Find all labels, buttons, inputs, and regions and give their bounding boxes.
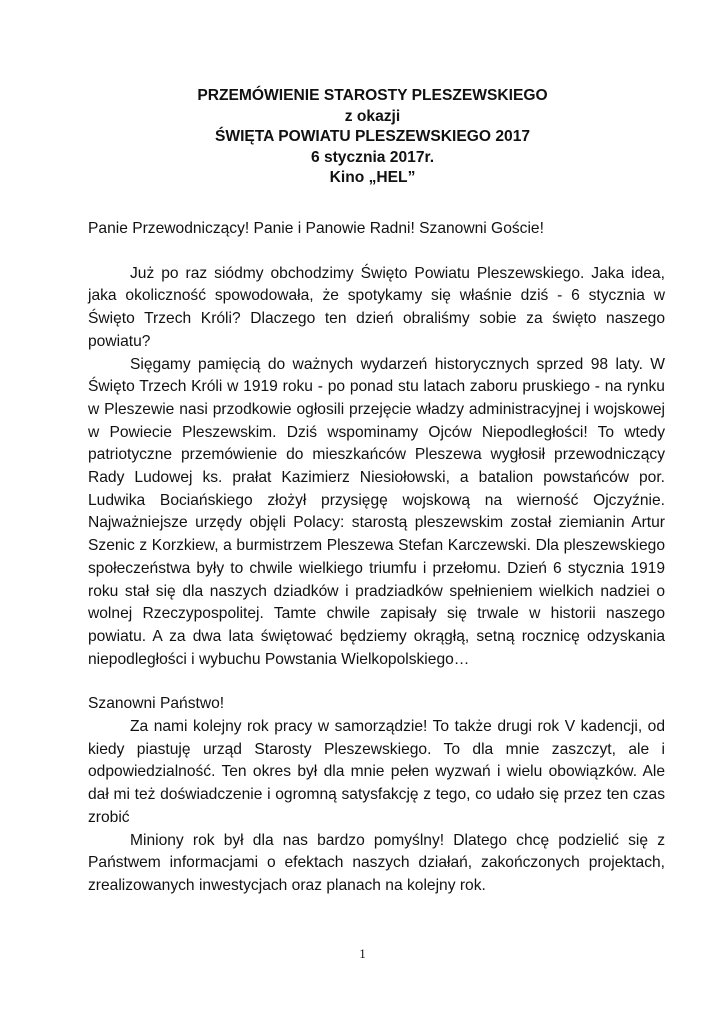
paragraph-history: Sięgamy pamięcią do ważnych wydarzeń historycznych sprzed 98 laty. W Święto Trzech Króli w 1919 roku - po ponad stu latach zaboru pruskiego - na rynku w Pleszewie nasi przodkowie ogłosili przejęcie władzy administracyjnej i wojskowej w Powiecie Pleszewskim. Dziś wspominamy Ojców Niepodległości! To wtedy patriotyczne przemówienie do mieszkańców Pleszewa wygłosił przewodniczący Rady Ludowej ks. prałat Kazimierz Niesiołowski, a batalion powstańców por. Ludwika Bociańskiego złożył przysięgę wojskową na wierność Ojczyźnie. Najważniejsze urzędy objęli Polacy: starostą pleszewskim został ziemianin Artur Szenic z Korzkiew, a burmistrzem Pleszewa Stefan Karczewski. Dla pleszewskiego społeczeństwa były to chwile wielkiego triumfu i przełomu. Dzień 6 stycznia 1919 roku stał się dla naszych dziadków i pradziadków spełnieniem wielkich nadziei o wolnej Rzeczypospolitej. Tamte chwile zapisały się trwale w historii naszego powiatu. A za dwa lata świętować będziemy okrągłą, setną rocznicę odzyskania niepodległości i wybuchu Powstania Wielkopolskiego… bbox=[88, 355, 665, 668]
event-venue: Kino „HEL” bbox=[329, 169, 416, 186]
paragraph-term: Za nami kolejny rok pracy w samorządzie! To także drugi rok V kadencji, od kiedy piastuję urząd Starosty Pleszewskiego. To dla mnie zaszczyt, ale i odpowiedzialność. Ten okres był dla mnie pełen wyzwań i wielu obowiązków. Ale dał mi też doświadczenie i ogromną satysfakcję z tego, co udało się przez ten czas zrobić bbox=[88, 718, 665, 826]
page-number: 1 bbox=[359, 946, 366, 961]
greeting: Panie Przewodniczący! Panie i Panowie Radni! Szanowni Goście! bbox=[88, 220, 544, 237]
document-header bbox=[80, 86, 665, 189]
event-date: 6 stycznia 2017r. bbox=[310, 148, 435, 166]
occasion-label: z okazji bbox=[344, 107, 401, 125]
paragraph-intro: Już po raz siódmy obchodzimy Święto Powiatu Pleszewskiego. Jaka idea, jaka okoliczność spowodowała, że spotykamy się właśnie dziś - 6 stycznia w Święto Trzech Króli? Dlaczego ten dzień obraliśmy sobie za święto naszego powiatu? bbox=[88, 264, 665, 350]
event-title: ŚWIĘTA POWIATU PLESZEWSKIEGO 2017 bbox=[214, 128, 531, 145]
speech-title: PRZEMÓWIENIE STAROSTY PLESZEWSKIEGO bbox=[197, 87, 548, 104]
speech-body bbox=[88, 218, 665, 898]
salutation: Szanowni Państwo! bbox=[88, 695, 225, 713]
paragraph-summary: Miniony rok był dla nas bardzo pomyślny! Dlatego chcę podzielić się z Państwem informacjami o efektach naszych działań, zakończonych projektach, zrealizowanych inwestycjach oraz planach na kolejny rok. bbox=[88, 831, 665, 894]
